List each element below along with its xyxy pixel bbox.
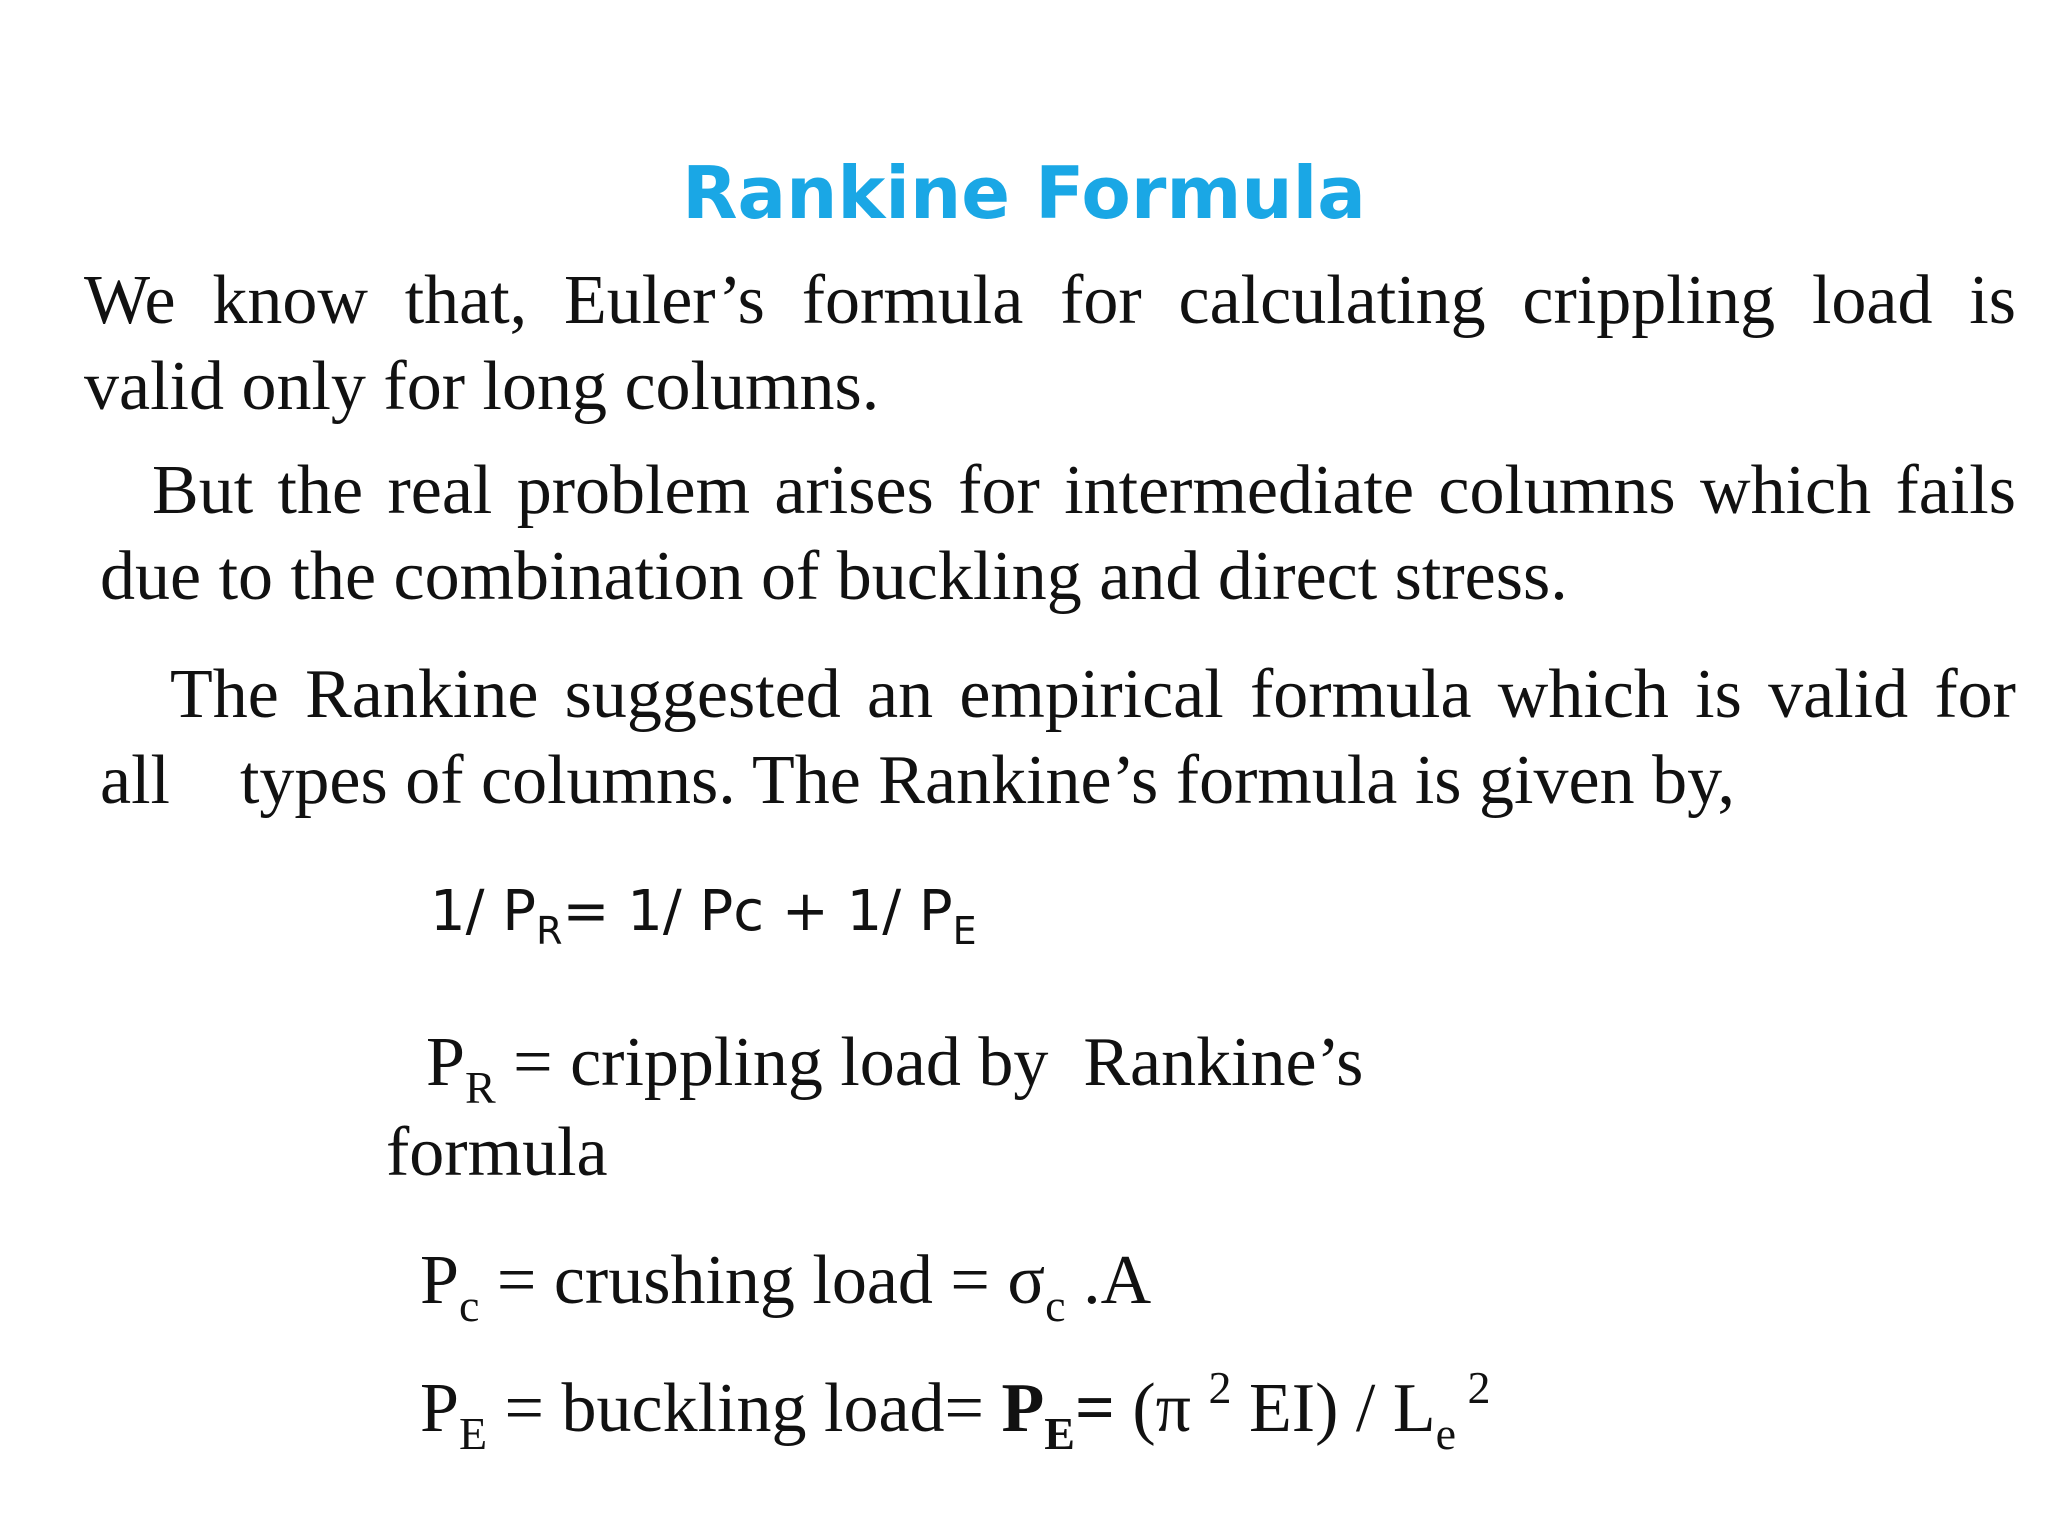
definition-text: formula xyxy=(386,1114,608,1191)
definition-pr xyxy=(426,1018,1364,1113)
definition-text: = crushing load = σ xyxy=(479,1242,1046,1319)
paragraph-line: all types of columns. The Rankine’s formula is given by, xyxy=(100,742,1736,819)
subscript: c xyxy=(1045,1280,1066,1331)
formula-part: 1/ P xyxy=(430,879,537,944)
superscript: 2 xyxy=(1456,1362,1491,1413)
definition-text: = buckling load= xyxy=(487,1370,1002,1447)
subscript: R xyxy=(464,1062,496,1113)
definition-pr-continued xyxy=(386,1108,608,1198)
slide-title: Rankine Formula xyxy=(682,151,1366,235)
definition-text: EI) / L xyxy=(1231,1370,1436,1447)
symbol: P xyxy=(420,1370,459,1447)
paragraph-line: We know that, Euler’s formula for calculating crippling load is xyxy=(84,262,2016,339)
bold-symbol: P xyxy=(1001,1370,1045,1447)
paragraph-rankine-intro xyxy=(100,652,2016,824)
subscript: E xyxy=(1044,1408,1075,1459)
symbol: P xyxy=(420,1242,459,1319)
paragraph-intermediate-columns xyxy=(100,448,2016,620)
bold-equals: = xyxy=(1074,1370,1115,1447)
definition-text: = crippling load by Rankine’s xyxy=(495,1024,1364,1101)
formula-subscript: E xyxy=(952,909,977,953)
paragraph-line: valid only for long columns. xyxy=(84,348,880,425)
paragraph-line: The Rankine suggested an empirical formula which is valid for xyxy=(170,656,2016,733)
superscript: 2 xyxy=(1208,1362,1232,1413)
paragraph-line: due to the combination of buckling and direct stress. xyxy=(100,538,1568,615)
definition-text: (π xyxy=(1114,1370,1209,1447)
paragraph-euler-validity xyxy=(84,258,2016,430)
rankine-formula xyxy=(430,872,977,952)
subscript: E xyxy=(458,1408,488,1459)
paragraph-line: But the real problem arises for intermediate columns which fails xyxy=(152,452,2016,529)
symbol: P xyxy=(426,1024,465,1101)
formula-part: = 1/ Pc + 1/ P xyxy=(562,879,953,944)
subscript: e xyxy=(1435,1408,1457,1459)
subscript: c xyxy=(458,1280,480,1331)
definition-pc xyxy=(420,1236,1152,1331)
definition-text: .A xyxy=(1065,1242,1152,1319)
formula-subscript: R xyxy=(536,909,563,953)
definition-pe xyxy=(420,1362,1491,1459)
